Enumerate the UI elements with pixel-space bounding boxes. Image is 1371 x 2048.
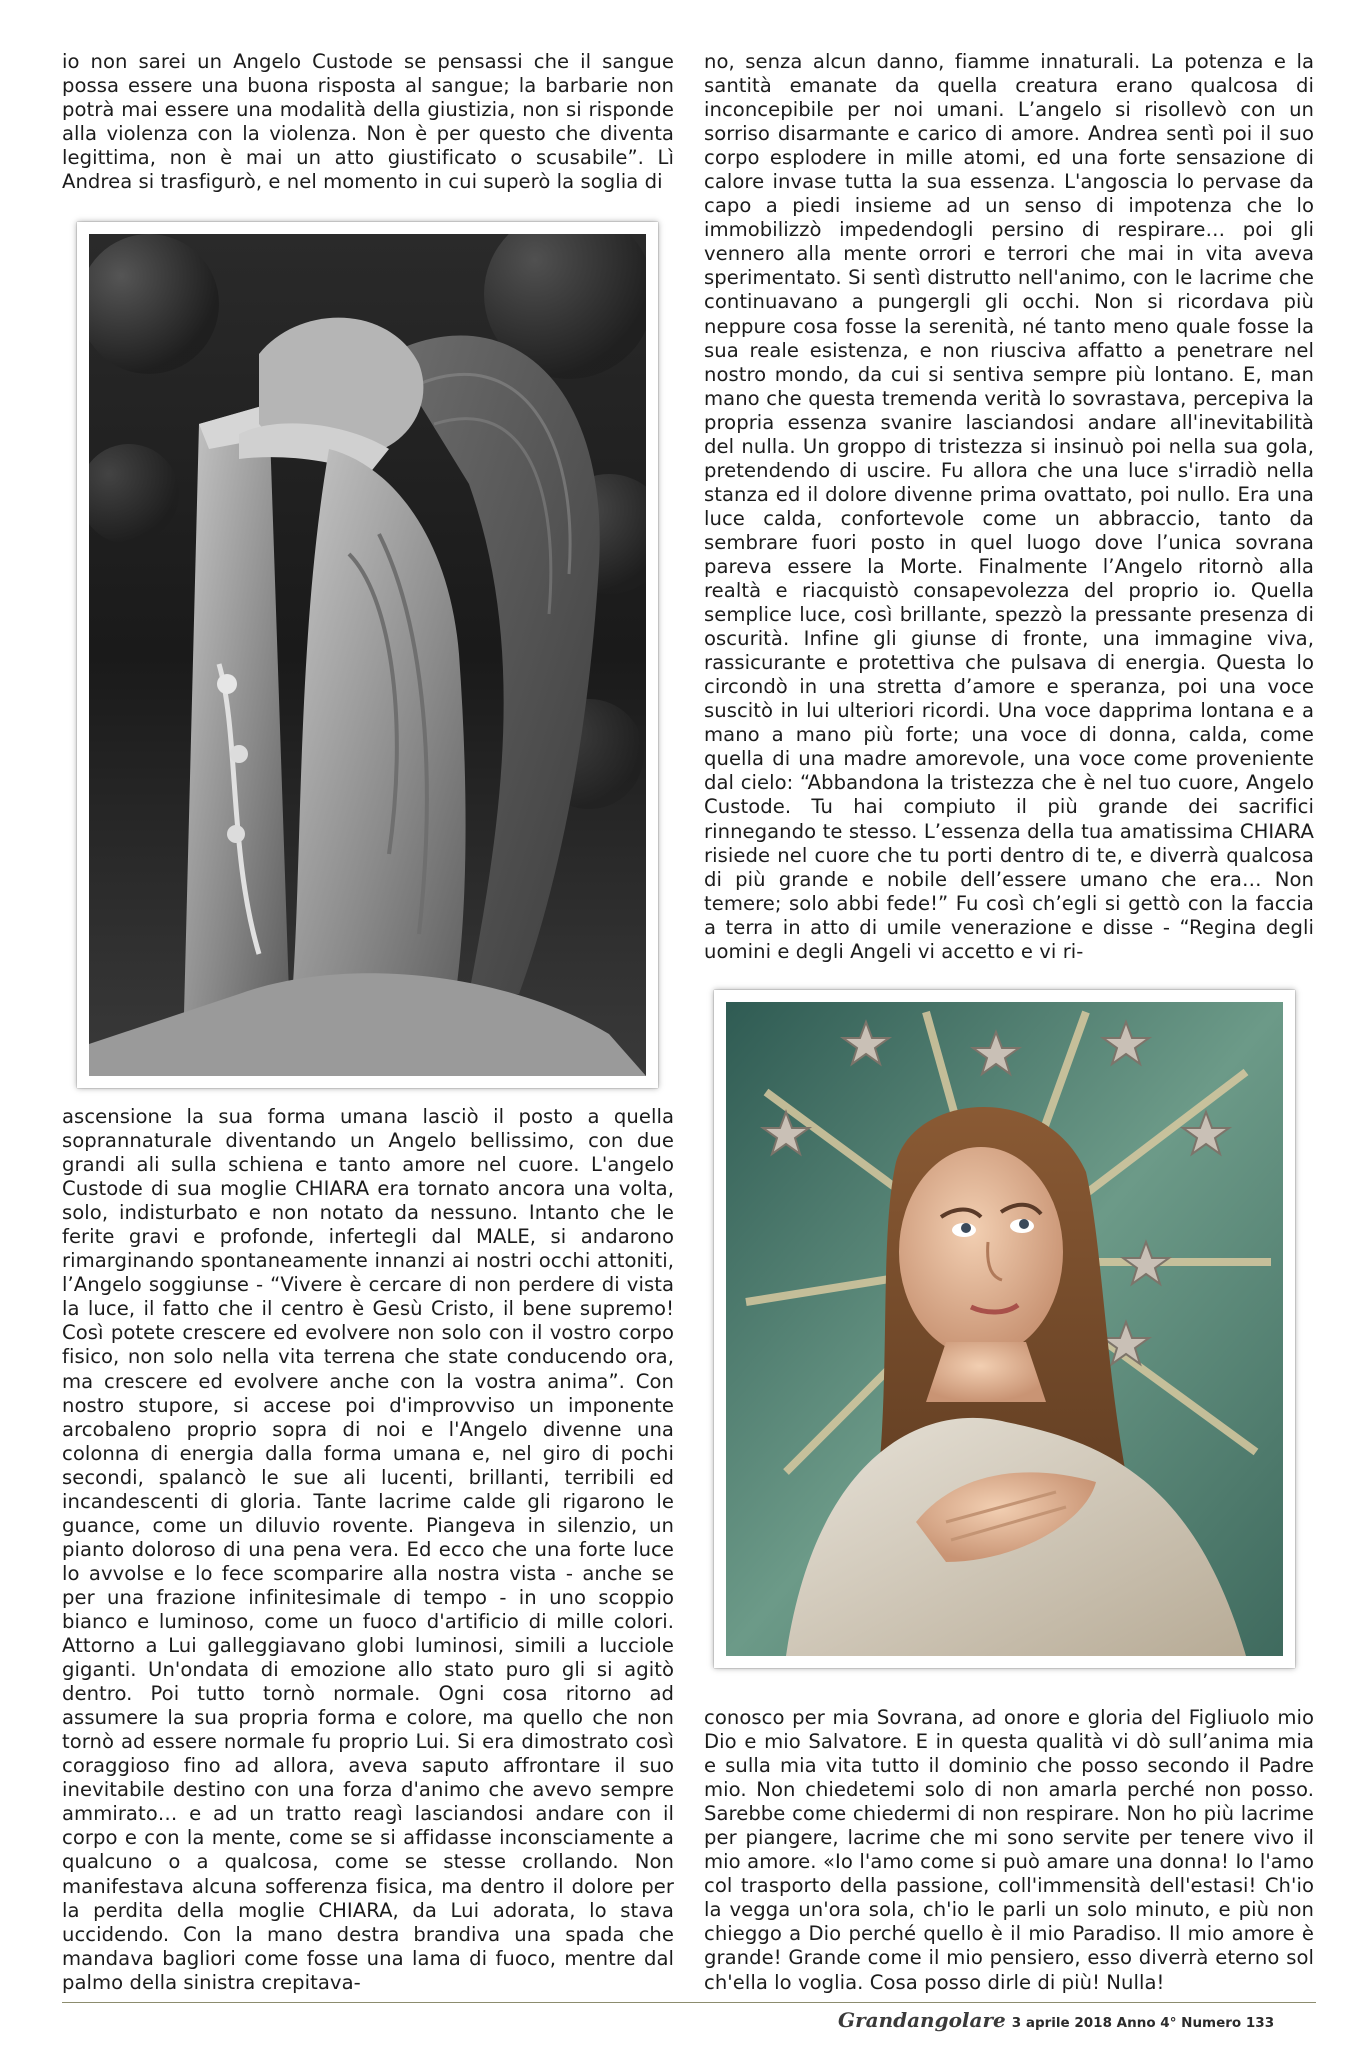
article-text-top-left: io non sarei un Angelo Custode se pensassi che il sangue possa essere una buona risposta al sangue; la barbarie non potrà mai essere una modalità della giustizia, non si risponde alla violenza con la violenza. Non è per questo che diventa legittima, non è mai un atto giustificato o scusabile”. Lì Andrea si trasfigurò, e nel momento in cui superò la soglia di bbox=[62, 50, 674, 194]
article-text-top-right: no, senza alcun danno, fiamme innaturali. La potenza e la santità emanate da quella creatura erano qualcosa di inconcepibile per noi umani. L’angelo si risollevò con un sorriso disarmante e carico di amore. Andrea sentì poi il suo corpo esplodere in mille atomi, ed una forte sensazione di calore invase tutta la sua essenza. L'angoscia lo pervase da capo a piedi insieme ad un senso di impotenza che lo immobilizzò impedendogli persino di respirare… poi gli vennero alla mente orrori e terrori che mai in vita aveva sperimentato. Si sentì distrutto nell'animo, con le lacrime che continuavano a pungergli gli occhi. Non si ricordava più neppure cosa fosse la serenità, né tanto meno quale fosse la sua reale esistenza, e non riusciva affatto a penetrare nel nostro mondo, da cui si sentiva sempre più lontano. E, man mano che questa tremenda verità lo sovrastava, percepiva la propria essenza svanire lasciandosi andare all'inevitabilità del nulla. Un groppo di tristezza si insinuò poi nella sua gola, pretendendo di uscire. Fu allora che una luce s'irradiò nella stanza ed il dolore divenne prima ovattato, poi nullo. Era una luce calda, confortevole come un abbraccio, tanto da sembrare fuori posto in quel luogo dove l’unica sovrana pareva essere la Morte. Finalmente l’Angelo ritornò alla realtà e riacquistò consapevolezza del proprio io. Quella semplice luce, così brillante, spezzò la pressante presenza di oscurità. Infine gli giunse di fronte, una immagine viva, rassicurante e protettiva che pulsava di energia. Questa lo circondò in una stretta d’amore e speranza, poi una voce suscitò in lui ulteriori ricordi. Una voce dapprima lontana e a mano a mano più forte; una voce di donna, calda, come quella di una madre amorevole, una voce come proveniente dal cielo: “Abbandona la tristezza che è nel tuo cuore, Angelo Custode. Tu hai compiuto il più grande dei sacrifici rinnegando te stesso. L’essenza della tua amatissima CHIARA risiede nel cuore che tu porti dentro di te, e diverrà qualcosa di più grande e nobile dell’essere umano che era… Non temere; solo abbi fede!” Fu così ch’egli si gettò con la faccia a terra in atto di umile venerazione e disse - “Regina degli uomini e degli Angeli vi accetto e vi ri- bbox=[704, 50, 1314, 963]
article-text-bottom-left: ascensione la sua forma umana lasciò il posto a quella soprannaturale diventando un Angelo bellissimo, con due grandi ali sulla schiena e tanto amore nel cuore. L'angelo Custode di sua moglie CHIARA era tornato ancora una volta, solo, indisturbato e non notato da nessuno. Intanto che le ferite gravi e profonde, infertegli dal MALE, si andarono rimarginando spontaneamente innanzi ai nostri occhi attoniti, l’Angelo soggiunse - “Vivere è cercare di non perdere di vista la luce, il fatto che il centro è Gesù Cristo, il bene supremo! Così potete crescere ed evolvere non solo con il vostro corpo fisico, non solo nella vita terrena che state conducendo ora, ma crescere ed evolvere anche con la vostra anima”. Con nostro stupore, si accese poi d'improvviso un imponente arcobaleno proprio sopra di noi e l'Angelo divenne una colonna di energia dalla forma umana e, nel giro di pochi secondi, spalancò le sue ali lucenti, brillanti, terribili ed incandescenti di gloria. Tante lacrime calde gli rigarono le guance, come un diluvio rovente. Piangeva in silenzio, un pianto doloroso di una pena vera. Ed ecco che una forte luce lo avvolse e lo fece scomparire alla nostra vista - anche se per una frazione infinitesimale di tempo - in uno scoppio bianco e luminoso, come un fuoco d'artificio di mille colori. Attorno a Lui galleggiavano globi luminosi, simili a lucciole giganti. Un'ondata di emozione allo stato puro gli si agitò dentro. Poi tutto tornò normale. Ogni cosa ritorno ad assumere la sua propria forma e colore, ma quello che non tornò ad essere normale fu proprio Lui. Si era dimostrato così coraggioso fino ad allora, aveva saputo affrontare il suo inevitabile destino con una forza d'animo che avevo sempre ammirato… e ad un tratto reagì lasciandosi andare con il corpo e con la mente, come se si affidasse inconsciamente a qualcuno o a qualcosa, come se stesse crollando. Non manifestava alcuna sofferenza fisica, ma dentro il dolore per la perdita della moglie CHIARA, da Lui adorata, lo stava uccidendo. Con la mano destra brandiva una spada che mandava bagliori come fosse una lama di fuoco, mentre dal palmo della sinistra crepitava- bbox=[62, 1105, 674, 1994]
madonna-statue-photo bbox=[714, 990, 1295, 1668]
footer bbox=[838, 2008, 1316, 2032]
angel-statue-image bbox=[89, 234, 646, 1076]
footer-rule bbox=[62, 2002, 1316, 2003]
article-text-bottom-right: conosco per mia Sovrana, ad onore e gloria del Figliuolo mio Dio e mio Salvatore. E in questa qualità vi dò sull’anima mia e sulla mia vita tutto il dominio che posso secondo il Padre mio. Non chiedetemi solo di non amarla perché non posso. Sarebbe come chiedermi di non respirare. Non ho più lacrime per piangere, lacrime che mi sono servite per tenere vivo il mio amore. «Io l'amo come si può amare una donna! Io l'amo col trasporto della passione, coll'immensità dell'estasi! Ch'io la vegga un'ora sola, ch'io le parli un solo minuto, e più non chieggo a Dio perché quello è il mio Paradiso. Il mio amore è grande! Grande come il mio pensiero, esso diverrà eterno sol ch'ella lo voglia. Cosa posso dirle di più! Nulla! bbox=[704, 1706, 1314, 1994]
magazine-name: Grandangolare bbox=[838, 2008, 1006, 2032]
angel-statue-photo bbox=[77, 222, 658, 1088]
madonna-statue-image bbox=[726, 1002, 1283, 1656]
issue-info: 3 aprile 2018 Anno 4° Numero 133 bbox=[1011, 2015, 1275, 2031]
